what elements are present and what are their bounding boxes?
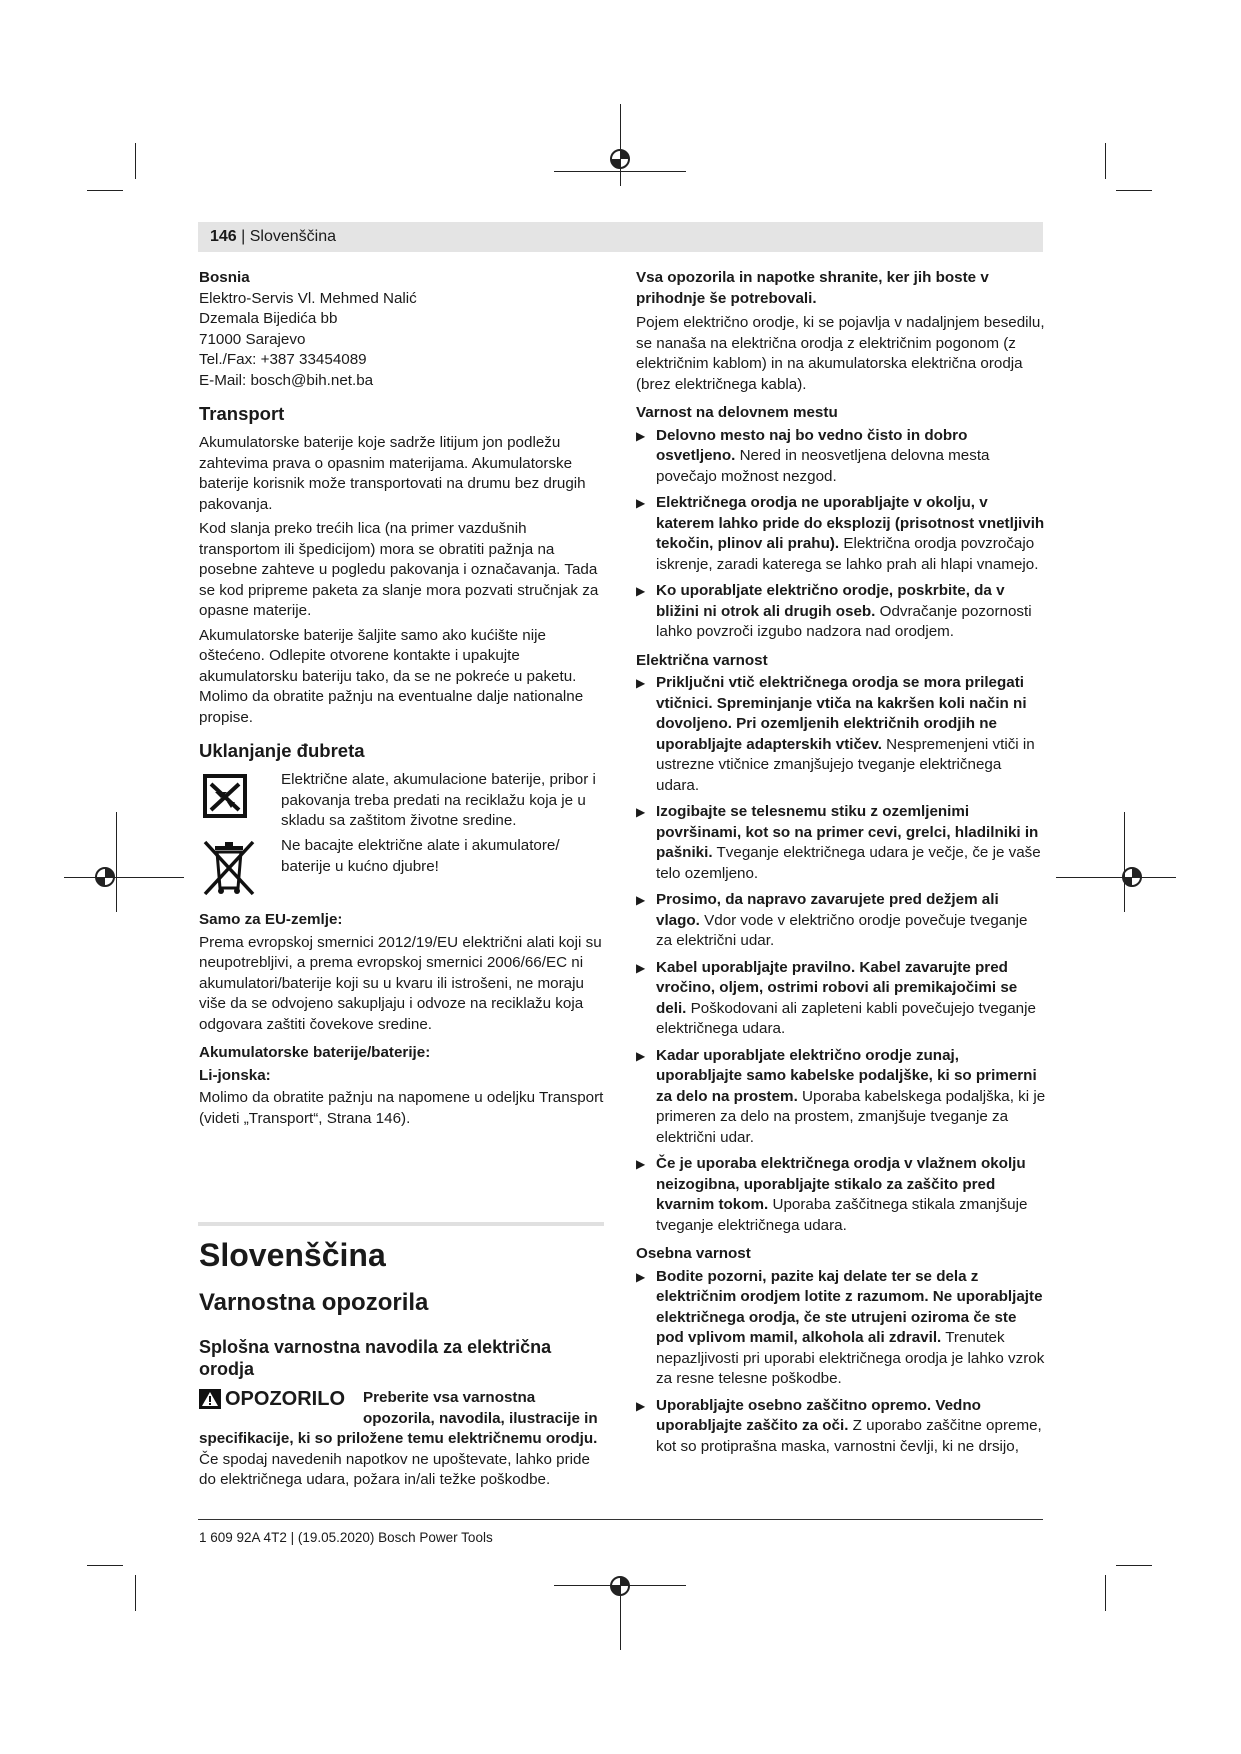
registration-mark-left-icon [93,865,117,889]
recycle-row [199,770,609,832]
crop-mark-bottom-right-v [1105,1575,1106,1611]
safety-item [636,958,1046,1040]
safety-item-bold: Uporabljajte osebno zaščitno opremo. Vedno uporabljajte zaščito za oči. [656,1396,981,1434]
liion-heading: Li-jonska: [199,1066,271,1084]
header-section: Slovenščina [249,228,337,245]
safety-item-text: Vdor vode v električno orodje povečuje tveganje za električni udar. [656,911,1028,949]
safety-item-bold: Če je uporaba električnega orodja v vlažnem okolju neizogibna, uporabljajte stikalo za zaščito pred kvarnim tokom. [656,1155,1026,1213]
crop-mark-top-left-h [87,190,123,191]
warning-label [199,1388,345,1410]
liion-text: Molimo da obratite pažnju na napomene u odeljku Transport (videti „Transport“, Strana 146). [199,1089,604,1127]
safety-item [636,1267,1046,1390]
recycle-text: Električne alate, akumulacione baterije, pribor i pakovanja treba predati na reciklažu koja je u skladu sa zaštitom životne sredine. [281,771,596,829]
page-number: 146 [210,228,237,245]
registration-mark-top-icon [608,147,632,171]
safety-item-bold: Priključni vtič električnega orodja se mora prilegati vtičnici. Spreminjanje vtiča na kakršen koli način ni dovoljeno. Pri ozemljenih električnih orodjih ne uporabljajte adapterskih vtičev. [656,674,1027,753]
contact-line: E-Mail: bosch@bih.net.ba [199,371,374,389]
crop-mark-top-center-v [620,104,621,186]
warning-text: Če spodaj navedenih napotkov ne upoštevate, lahko pride do električnega udara, požara in/ali težke poškodbe. [199,1450,590,1488]
safety-item-text: Nered in neosvetljena delovna mesta povečajo možnost nezgod. [656,447,990,485]
safety-item-bold: Električnega orodja ne uporabljajte v okolju, v katerem lahko pride do eksplozij (prisotnost vnetljivih tekočin, plinov ali prahu). [656,494,1045,552]
contact-block [199,268,609,391]
crop-mark-top-right-h [1116,190,1152,191]
transport-paragraph: Kod slanja preko trećih lica (na primer vazdušnih transportom ili špedicijom) mora se obratiti pažnja na posebne zahteve u pogledu pakovanja i označavanja. Tada se kod pripreme paketa za slanje mora pozvati stručnjak za opasne materije. [199,520,599,619]
transport-paragraph: Akumulatorske baterije šaljite samo ako kućište nije oštećeno. Odlepite otvorene kontakte i upakujte akumulatorsku bateriju tako, da se ne pokreće u paketu. Molimo da obratite pažnju na eventualne dalje nationalne propise. [199,626,584,726]
safety-item [636,1154,1046,1236]
contact-country: Bosnia [199,269,250,286]
slovene-section [199,1236,609,1495]
contact-line: 71000 Sarajevo [199,330,306,348]
eu-text: Prema evropskoj smernici 2012/19/EU električni alati koji su neupotrebljivi, a prema evropskoj smernici 2006/66/EC ni akumulatori/baterije koji su u kvaru ili istrošeni, ne moraju više da se odvojeno sakupljaju i odvoze na reciklažu koja odgovara zaštiti čovekove sredine. [199,933,602,1033]
registration-mark-right-icon [1120,865,1144,889]
warning-bold-inline: Preberite vsa varnostna opozorila, navodila, ilustracije in [363,1389,598,1427]
section-heading: Električna varnost [636,651,768,669]
safety-item [636,581,1046,643]
battery-heading: Akumulatorske baterije/baterije: [199,1044,431,1061]
safety-item [636,1396,1046,1458]
intro-bold: Vsa opozorila in napotke shranite, ker jih boste v prihodnje še potrebovali. [636,269,989,307]
footer-text: 1 609 92A 4T2 | (19.05.2020) Bosch Power Tools [199,1530,493,1545]
language-title: Slovenščina [199,1237,386,1273]
warning-triangle-icon [199,1389,221,1409]
safety-item-text: Tveganje električnega udara je večje, če je vaše telo ozemljeno. [656,844,1041,882]
general-safety-title: Splošna varnostna navodila za električna orodja [199,1337,552,1379]
safety-item-bold: Delovno mesto naj bo vedno čisto in dobro osvetljeno. [656,426,968,464]
safety-item-text: Nespremenjeni vtiči in ustrezne vtičnice zmanjšujejo tveganje električnega udara. [656,735,1035,794]
crop-mark-bottom-left-v [135,1575,136,1611]
crop-mark-bottom-left-h [87,1565,123,1566]
contact-line: Tel./Fax: +387 33454089 [199,351,367,368]
bin-text: Ne bacajte električne alate i akumulatore/ baterije u kućno djubre! [281,837,560,875]
safety-item-bold: Kabel uporabljajte pravilno. Kabel zavarujte pred vročino, oljem, ostrimi robovi ali premikajočimi se deli. [656,958,1018,1017]
safety-item [636,802,1046,884]
crop-mark-right-mid-h [1056,877,1176,878]
crop-mark-right-mid-v [1124,812,1125,912]
crop-mark-left-mid-h [64,877,184,878]
intro-text: Pojem električno orodje, ki se pojavlja v nadaljnjem besedilu, se nanaša na električna orodja z električnim pogonom (z električnim kablom) in na akumulatorska električna orodja (brez električnega kabla). [636,314,1045,393]
section-heading: Osebna varnost [636,1245,751,1262]
recycle-symbol-icon [199,770,259,832]
disposal-heading: Uklanjanje đubreta [199,740,365,761]
crop-mark-left-mid-v [116,812,117,912]
safety-item-text: Poškodovani ali zapleteni kabli povečujejo tveganje električnega udara. [656,999,1036,1037]
transport-heading: Transport [199,403,285,424]
section-heading: Varnost na delovnem mestu [636,404,838,421]
safety-item-text: Uporaba zaščitnega stikala zmanjšuje tveganje električnega udara. [656,1196,1028,1234]
crossed-bin-icon [199,836,259,898]
crop-mark-bottom-right-h [1116,1565,1152,1566]
safety-item-text: Električna orodja povzročajo iskrenje, zaradi katerega se lahko prah ali hlapi vnamejo. [656,535,1039,573]
safety-item-bold: Izogibajte se telesnemu stiku z ozemljenimi površinami, kot so na primer cevi, grelci, hladilniki in pašniki. [656,803,1039,861]
header-separator: | [236,228,250,245]
warning-bold-cont: specifikacije, ki so priložene temu električnemu orodju. [199,1430,598,1447]
right-column [636,268,1046,1463]
crop-mark-top-right-v [1105,143,1106,179]
safety-item-text: Z uporabo zaščitne opreme, kot so protiprašna maska, varnostni čevlji, ki ne drsijo, [656,1417,1042,1455]
left-column [199,268,609,1133]
safety-item-text: Trenutek nepazljivosti pri uporabi električnega orodja je lahko vzrok za resne telesne poškodbe. [656,1329,1045,1387]
safety-item [636,426,1046,488]
safety-item-text: Odvračanje pozornosti lahko povzroči izgubo nadzora nad orodjem. [656,602,1032,640]
crop-mark-top-center-h [554,171,686,172]
warning-label-text: OPOZORILO [225,1388,345,1410]
section-rule [198,1222,604,1226]
safety-item [636,673,1046,796]
safety-item-text: Uporaba kabelskega podaljška, ki je primeren za delo na prostem, zmanjšuje tveganje za električni udar. [656,1087,1046,1146]
transport-paragraph: Akumulatorske baterije koje sadrže litijum jon podležu zahtevima prava o opasnim materijama. Akumulatorske baterije korisnik može transportovati na drumu bez drugih pakovanja. [199,434,586,513]
footer-rule [198,1519,1043,1520]
crop-mark-top-left-v [135,143,136,179]
safety-item-bold: Prosimo, da napravo zavarujete pred dežjem ali vlago. [656,891,999,929]
page-header [210,228,336,246]
safety-item-bold: Bodite pozorni, pazite kaj delate ter se dela z električnim orodjem lotite z razumom. Ne uporabljajte električnega orodja, če ste utrujeni oziroma če ste pod vplivom mamil, alkohola ali zdravil. [656,1267,1043,1346]
safety-item [636,890,1046,952]
safety-title: Varnostna opozorila [199,1289,429,1316]
eu-heading: Samo za EU-zemlje: [199,911,343,928]
warning-row [199,1388,609,1429]
safety-item [636,1046,1046,1149]
bin-row [199,836,609,898]
contact-line: Dzemala Bijedića bb [199,310,338,327]
safety-item-bold: Ko uporabljate električno orodje, poskrbite, da v bližini ni otrok ali drugih oseb. [656,582,1005,620]
contact-line: Elektro-Servis Vl. Mehmed Nalić [199,289,417,307]
safety-item-bold: Kadar uporabljate električno orodje zunaj, uporabljajte samo kabelske podaljške, ki so primerni za delo na prostem. [656,1046,1037,1105]
safety-item [636,493,1046,575]
registration-mark-bottom-icon [608,1574,632,1598]
